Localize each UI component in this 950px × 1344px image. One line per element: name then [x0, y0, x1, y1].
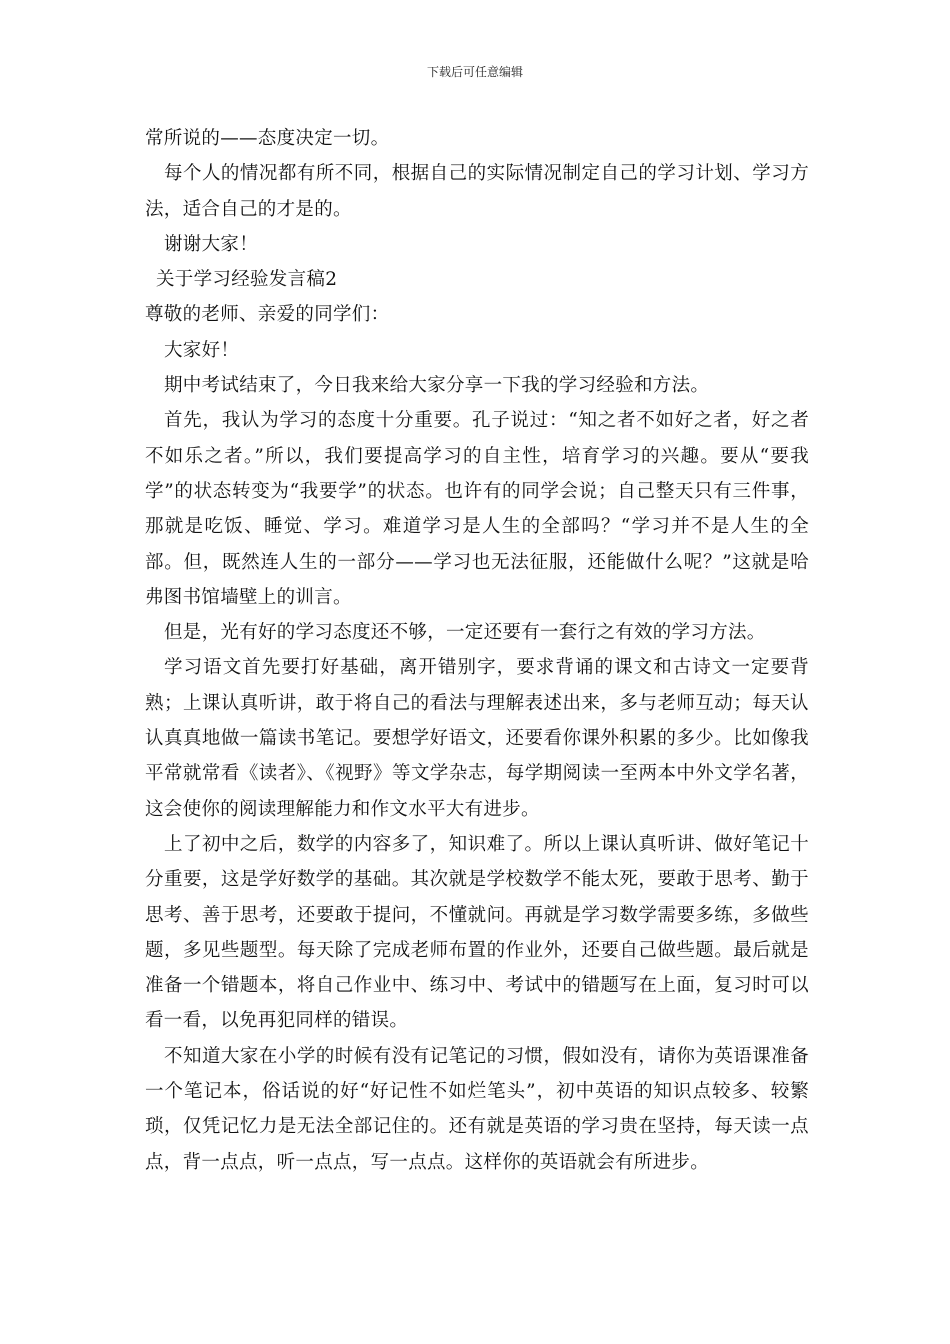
paragraph-thanks: 谢谢大家！	[164, 233, 259, 255]
salutation: 尊敬的老师、亲爱的同学们：	[145, 304, 390, 326]
paragraph-english: 不知道大家在小学的时候有没有记笔记的习惯，假如没有，请你为英语课准备一个笔记本，俗话说的好“好记性不如烂笔头”，初中英语的知识点较多、较繁琐，仅凭记忆力是无法全部记住的。还有就是英语的学习贵在坚持，每天读一点点，背一点点，听一点点，写一点点。这样你的英语就会有所进步。	[145, 1045, 809, 1173]
paragraph-personal-plan: 每个人的情况都有所不同，根据自己的实际情况制定自己的学习计划、学习方法，适合自己的才是的。	[145, 163, 809, 220]
paragraph-attitude-closing: 常所说的——态度决定一切。	[145, 128, 390, 149]
paragraph-intro: 期中考试结束了，今日我来给大家分享一下我的学习经验和方法。	[164, 375, 710, 397]
section-title: 关于学习经验发言稿2	[156, 269, 338, 291]
paragraph-method: 但是，光有好的学习态度还不够，一定还要有一套行之有效的学习方法。	[164, 622, 766, 644]
paragraph-attitude: 首先，我认为学习的态度十分重要。孔子说过：“知之者不如好之者，好之者不如乐之者。”所以，我们要提高学习的自主性，培育学习的兴趣。要从“要我学”的状态转变为“我要学”的状态。也许有的同学会说；自己整天只有三件事，那就是吃饭、睡觉、学习。难道学习是人生的全部吗？“学习并不是人生的全部。但，既然连人生的一部分——学习也无法征服，还能做什么呢？”这就是哈弗图书馆墙壁上的训言。	[145, 410, 809, 608]
page-header: 下载后可任意编辑	[426, 65, 523, 79]
greeting: 大家好！	[164, 339, 240, 361]
paragraph-chinese: 学习语文首先要打好基础，离开错别字，要求背诵的课文和古诗文一定要背熟；上课认真听讲，敢于将自己的看法与理解表述出来，多与老师互动；每天认认真真地做一篇读书笔记。要想学好语文，还要看你课外积累的多少。比如像我平常就常看《读者》、《视野》等文学杂志，每学期阅读一至两本中外文学名著，这会使你的阅读理解能力和作文水平大有进步。	[145, 657, 809, 820]
paragraph-math: 上了初中之后，数学的内容多了，知识难了。所以上课认真听讲、做好笔记十分重要，这是学好数学的基础。其次就是学校数学不能太死，要敢于思考、勤于思考、善于思考，还要敢于提问，不懂就问。再就是学习数学需要多练，多做些题，多见些题型。每天除了完成老师布置的作业外，还要自己做些题。最后就是准备一个错题本，将自己作业中、练习中、考试中的错题写在上面，复习时可以看一看，以免再犯同样的错误。	[145, 833, 809, 1032]
document-body	[145, 121, 809, 1180]
